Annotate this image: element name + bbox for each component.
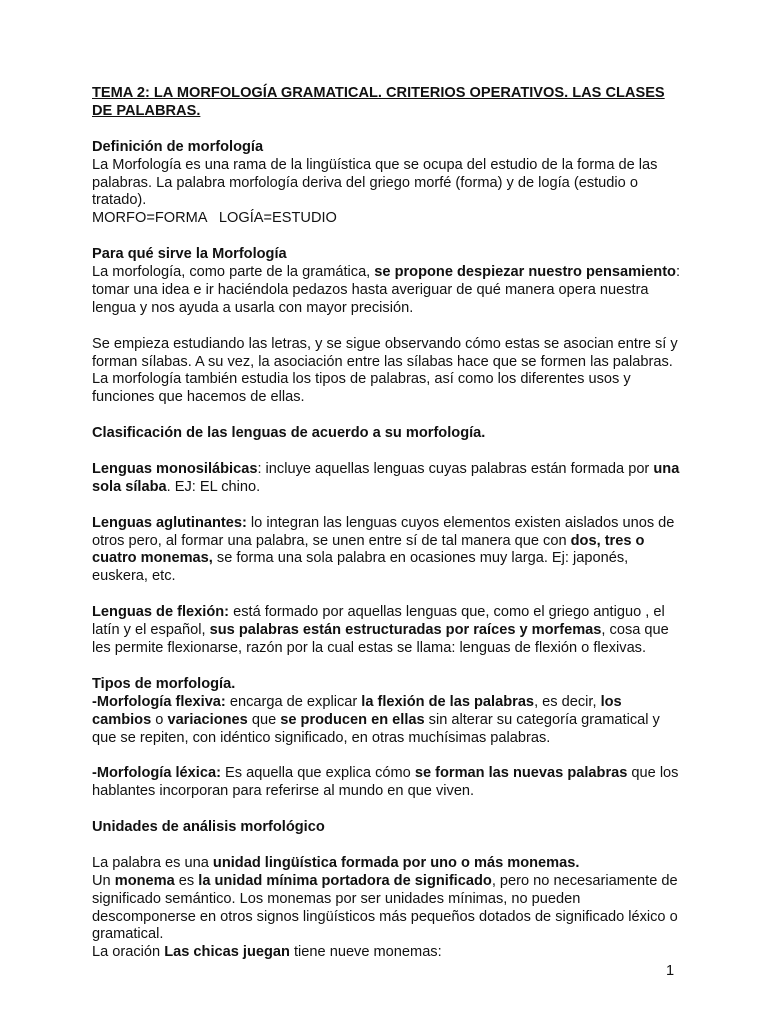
heading-clasificacion: Clasificación de las lenguas de acuerdo a su morfología. [92,425,486,442]
paragraph-sirve: La morfología, como parte de la gramática, se propone despiezar nuestro pensamiento: tomar una idea e ir haciéndola pedazos hasta averiguar de qué manera opera nuestra lengua y nos ayuda a usarla con mayor precisión. [92,264,681,316]
heading-unidades: Unidades de análisis morfológico [92,819,325,835]
paragraph-palabra: La palabra es una unidad lingüística formada por uno o más monemas. [92,854,580,871]
heading-tipos: Tipos de morfología. [92,675,236,692]
paragraph-monema: Un monema es la unidad mínima portadora de significado, pero no necesariamente de significado semántico. Los monemas por ser unidades mínimas, no pueden descomponerse en otros signos lingüísticos más pequeños dotados de significado léxico o gramatical. [92,872,678,943]
paragraph-lexica: -Morfología léxica: Es aquella que explica cómo se forman las nuevas palabras que los hablantes incorporan para referirse al mundo en que viven. [92,765,679,800]
heading-definicion: Definición de morfología [92,138,264,155]
paragraph-estudio-letras: Se empieza estudiando las letras, y se sigue observando cómo estas se asocian entre sí y forman sílabas. A su vez, la asociación entre las sílabas hace que se formen las palabras. La morfología también estudia los tipos de palabras, así como los diferentes usos y funciones que hacemos de ellas. [92,335,678,406]
paragraph-definicion: La Morfología es una rama de la lingüística que se ocupa del estudio de la forma de las palabras. La palabra morfología deriva del griego morfé (forma) y de logía (estudio o tratado). [92,156,658,209]
document-page [92,85,682,962]
paragraph-morfo-logia: MORFO=FORMA LOGÍA=ESTUDIO [92,210,337,227]
paragraph-flexion: Lenguas de flexión: está formado por aquellas lenguas que, como el griego antiguo , el latín y el español, sus palabras están estructuradas por raíces y morfemas, cosa que les permite flexionarse, razón por la cual estas se llama: lenguas de flexión o flexivas. [92,604,669,656]
page-number: 1 [666,963,675,979]
paragraph-aglutinantes: Lenguas aglutinantes: lo integran las lenguas cuyos elementos existen aislados unos de otros pero, al formar una palabra, se unen entre sí de tal manera que con dos, tres o cuatro monemas, se forma una sola palabra en ocasiones muy larga. Ej: japonés, euskera, etc. [92,514,675,585]
paragraph-flexiva: -Morfología flexiva: encarga de explicar la flexión de las palabras, es decir, los cambios o variaciones que se producen en ellas sin alterar su categoría gramatical y que se repiten, con idéntico significado, en otras muchísimas palabras. [92,693,660,746]
heading-para-que-sirve: Para qué sirve la Morfología [92,246,287,263]
document-title: TEMA 2: LA MORFOLOGÍA GRAMATICAL. CRITERIOS OPERATIVOS. LAS CLASES DE PALABRAS. [92,85,665,119]
paragraph-oracion: La oración Las chicas juegan tiene nueve monemas: [92,944,442,961]
paragraph-monosilabicas: Lenguas monosilábicas: incluye aquellas lenguas cuyas palabras están formada por una sola sílaba. EJ: EL chino. [92,460,680,495]
